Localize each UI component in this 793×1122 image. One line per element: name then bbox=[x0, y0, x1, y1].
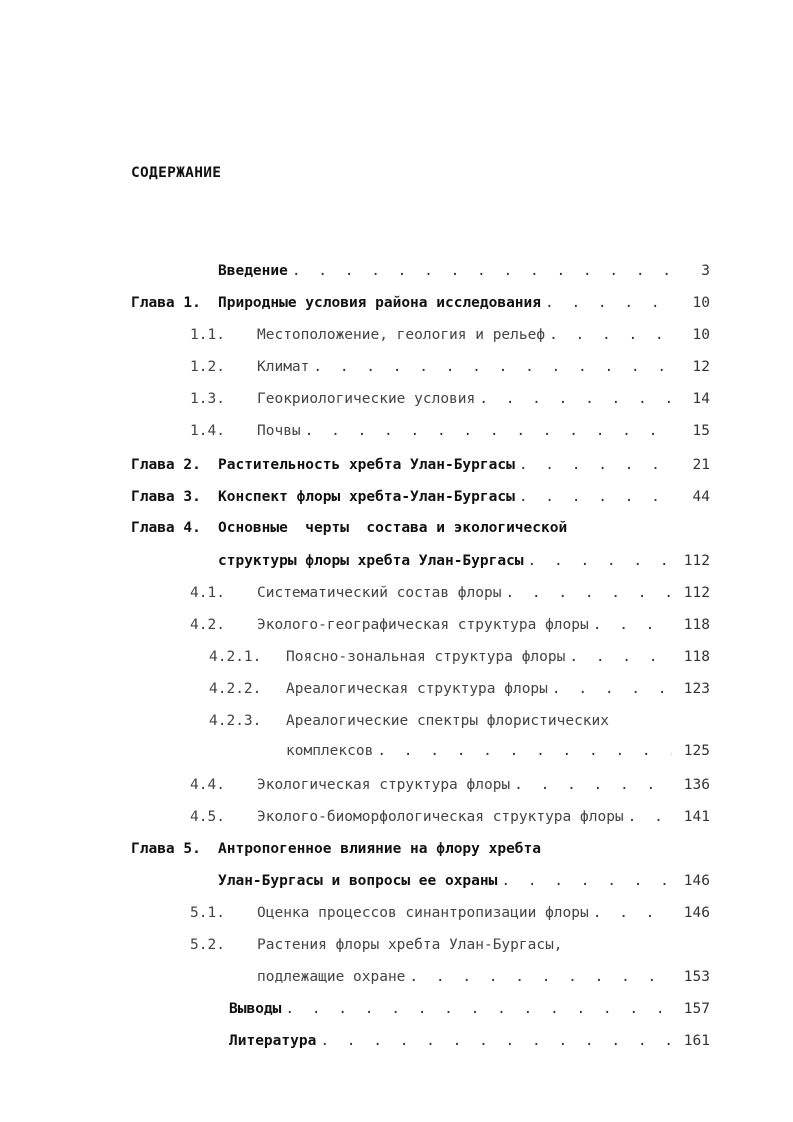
dot-leader bbox=[305, 420, 672, 442]
toc-entry-introduction bbox=[218, 260, 710, 282]
dot-leader bbox=[285, 998, 672, 1020]
toc-entry-number: 4.2.1. bbox=[209, 649, 262, 665]
toc-entry-page: 15 bbox=[692, 423, 710, 439]
toc-entry-title: Улан-Бургасы и вопросы ее охраны bbox=[218, 873, 498, 889]
toc-entry-chapter-4 bbox=[131, 517, 710, 539]
toc-entry-title: Поясно-зональная структура флоры bbox=[286, 649, 566, 665]
dot-leader bbox=[514, 774, 672, 796]
dot-leader bbox=[519, 486, 672, 508]
toc-entry-section-4-1 bbox=[190, 582, 710, 604]
toc-entry-section-5-1 bbox=[190, 902, 710, 924]
toc-entry-chapter-3 bbox=[131, 486, 710, 508]
toc-entry-page: 21 bbox=[692, 457, 710, 473]
toc-entry-number: 4.2. bbox=[190, 617, 225, 633]
toc-entry-chapter-5 bbox=[131, 838, 710, 860]
toc-entry-title: структуры флоры хребта Улан-Бургасы bbox=[218, 553, 524, 569]
toc-entry-title: Введение bbox=[218, 263, 288, 279]
toc-entry-number: 1.3. bbox=[190, 391, 225, 407]
toc-entry-page: 125 bbox=[683, 743, 710, 759]
dot-leader bbox=[552, 678, 672, 700]
toc-entry-number: Глава 3. bbox=[131, 489, 201, 505]
toc-entry-title: Природные условия района исследования bbox=[218, 295, 542, 311]
toc-entry-section-4-2 bbox=[190, 614, 710, 636]
toc-entry-title: Экологическая структура флоры bbox=[257, 777, 511, 793]
toc-entry-section-5-2 bbox=[190, 934, 710, 956]
toc-entry-number: Глава 1. bbox=[131, 295, 201, 311]
dot-leader bbox=[377, 740, 672, 762]
toc-entry-page: 112 bbox=[683, 585, 710, 601]
toc-entry-section-4-4 bbox=[190, 774, 710, 796]
toc-entry-section-1-4 bbox=[190, 420, 710, 442]
toc-entry-title: Конспект флоры хребта-Улан-Бургасы bbox=[218, 489, 515, 505]
dot-leader bbox=[628, 806, 672, 828]
toc-entry-title: Климат bbox=[257, 359, 310, 375]
dot-leader bbox=[545, 292, 672, 314]
toc-entry-page: 153 bbox=[683, 969, 710, 985]
toc-entry-number: 4.4. bbox=[190, 777, 225, 793]
toc-entry-page: 118 bbox=[683, 617, 710, 633]
toc-entry-section-4-2-2 bbox=[209, 678, 710, 700]
toc-entry-page: 146 bbox=[683, 873, 710, 889]
toc-entry-title: Выводы bbox=[229, 1001, 282, 1017]
toc-entry-page: 3 bbox=[701, 263, 710, 279]
toc-entry-number: Глава 4. bbox=[131, 520, 201, 536]
toc-entry-section-4-2-3-continued bbox=[286, 740, 710, 762]
dot-leader bbox=[519, 454, 672, 476]
dot-leader bbox=[320, 1030, 672, 1052]
toc-entry-title: Систематический состав флоры bbox=[257, 585, 502, 601]
dot-leader bbox=[409, 966, 672, 988]
toc-entry-chapter-1 bbox=[131, 292, 710, 314]
toc-entry-number: 1.1. bbox=[190, 327, 225, 343]
toc-entry-title: Ареалогическая структура флоры bbox=[286, 681, 548, 697]
dot-leader bbox=[549, 324, 672, 346]
toc-entry-title: Местоположение, геология и рельеф bbox=[257, 327, 546, 343]
dot-leader bbox=[501, 870, 672, 892]
dot-leader bbox=[505, 582, 672, 604]
toc-entry-chapter-2 bbox=[131, 454, 710, 476]
toc-entry-number: 5.1. bbox=[190, 905, 225, 921]
toc-entry-number: Глава 5. bbox=[131, 841, 201, 857]
toc-entry-page: 123 bbox=[683, 681, 710, 697]
toc-entry-section-4-5 bbox=[190, 806, 710, 828]
toc-entry-number: 4.5. bbox=[190, 809, 225, 825]
toc-entry-title: Основные черты состава и экологической bbox=[218, 520, 568, 536]
dot-leader bbox=[292, 260, 672, 282]
toc-entry-title: Геокриологические условия bbox=[257, 391, 476, 407]
toc-entry-number: Глава 2. bbox=[131, 457, 201, 473]
dot-leader bbox=[479, 388, 672, 410]
toc-entry-title: Антропогенное влияние на флору хребта bbox=[218, 841, 542, 857]
toc-entry-number: 4.2.2. bbox=[209, 681, 262, 697]
toc-entry-title: Ареалогические спектры флористических bbox=[286, 713, 610, 729]
toc-entry-page: 10 bbox=[692, 295, 710, 311]
dot-leader bbox=[593, 614, 672, 636]
toc-entry-number: 4.2.3. bbox=[209, 713, 262, 729]
toc-entry-page: 10 bbox=[692, 327, 710, 343]
toc-entry-title: комплексов bbox=[286, 743, 374, 759]
toc-entry-title: Растительность хребта Улан-Бургасы bbox=[218, 457, 515, 473]
toc-entry-chapter-5-continued bbox=[218, 870, 710, 892]
toc-entry-title: Эколого-биоморфологическая структура флоры bbox=[257, 809, 624, 825]
toc-entry-section-1-3 bbox=[190, 388, 710, 410]
toc-entry-number: 5.2. bbox=[190, 937, 225, 953]
toc-entry-section-1-1 bbox=[190, 324, 710, 346]
toc-entry-title: Растения флоры хребта Улан-Бургасы, bbox=[257, 937, 563, 953]
toc-entry-section-5-2-continued bbox=[257, 966, 710, 988]
dot-leader bbox=[569, 646, 672, 668]
toc-heading: СОДЕРЖАНИЕ bbox=[131, 165, 222, 181]
toc-entry-page: 44 bbox=[692, 489, 710, 505]
toc-entry-page: 118 bbox=[683, 649, 710, 665]
toc-entry-number: 1.4. bbox=[190, 423, 225, 439]
toc-entry-page: 136 bbox=[683, 777, 710, 793]
toc-entry-title: Литература bbox=[229, 1033, 317, 1049]
toc-entry-number: 1.2. bbox=[190, 359, 225, 375]
toc-entry-page: 112 bbox=[683, 553, 710, 569]
toc-entry-page: 12 bbox=[692, 359, 710, 375]
toc-entry-title: подлежащие охране bbox=[257, 969, 406, 985]
toc-entry-title: Эколого-географическая структура флоры bbox=[257, 617, 589, 633]
toc-entry-title: Оценка процессов синантропизации флоры bbox=[257, 905, 589, 921]
toc-entry-page: 161 bbox=[683, 1033, 710, 1049]
toc-entry-title: Почвы bbox=[257, 423, 301, 439]
dot-leader bbox=[528, 550, 672, 572]
toc-entry-references bbox=[229, 1030, 710, 1052]
toc-entry-section-4-2-3 bbox=[209, 710, 710, 732]
toc-entry-page: 146 bbox=[683, 905, 710, 921]
dot-leader bbox=[313, 356, 672, 378]
toc-entry-number: 4.1. bbox=[190, 585, 225, 601]
toc-entry-page: 141 bbox=[683, 809, 710, 825]
toc-entry-section-1-2 bbox=[190, 356, 710, 378]
toc-entry-page: 14 bbox=[692, 391, 710, 407]
toc-entry-section-4-2-1 bbox=[209, 646, 710, 668]
dot-leader bbox=[593, 902, 672, 924]
toc-entry-chapter-4-continued bbox=[218, 550, 710, 572]
toc-entry-conclusions bbox=[229, 998, 710, 1020]
toc-entry-page: 157 bbox=[683, 1001, 710, 1017]
